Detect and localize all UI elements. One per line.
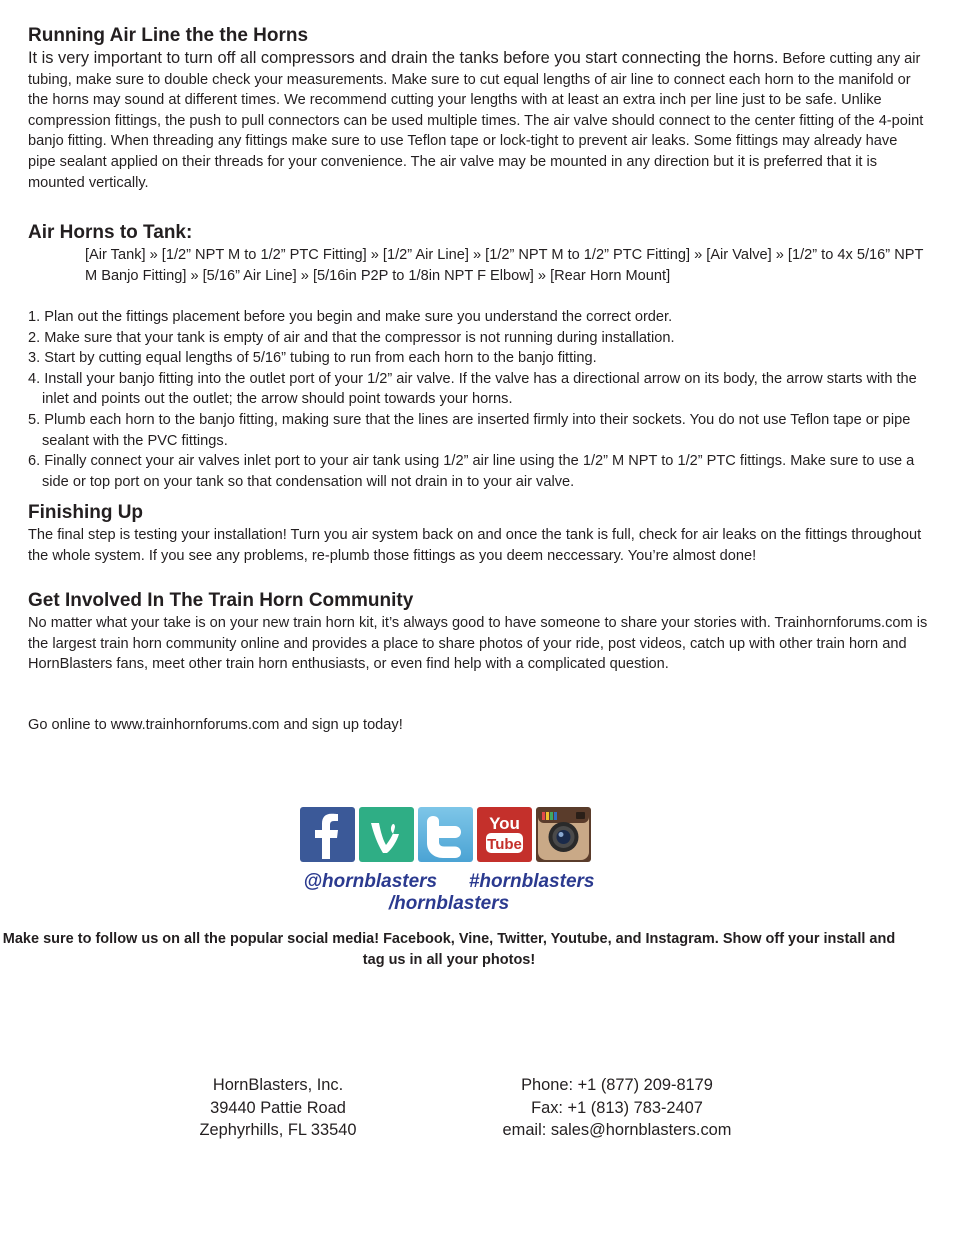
forum-cta: Go online to www.trainhornforums.com and sign up today! [28, 717, 403, 733]
facebook-icon[interactable] [300, 807, 355, 862]
handles-line-2 [0, 893, 898, 915]
list-item: 5. Plumb each horn to the banjo fitting, making sure that the lines are inserted firmly into their sockets. You do not use Teflon tape or pipe sealant with the PVC fittings. [28, 411, 911, 449]
youtube-icon[interactable] [477, 807, 532, 862]
section-body [28, 48, 928, 193]
email-address[interactable]: email: sales@hornblasters.com [502, 1121, 732, 1139]
twitter-icon[interactable] [418, 807, 473, 862]
section-finishing-up [28, 501, 928, 566]
city-state-zip: Zephyrhills, FL 33540 [199, 1121, 357, 1139]
instagram-icon[interactable] [536, 807, 591, 862]
handle-slash[interactable]: /hornblasters [388, 893, 510, 914]
section-air-horns-to-tank [28, 221, 928, 286]
section-heading: Running Air Line the the Horns [28, 25, 309, 46]
company-address [178, 1074, 378, 1142]
youtube-logo-text-tube: Tube [487, 836, 522, 853]
section-running-air-line [28, 24, 928, 193]
list-item: 2. Make sure that your tank is empty of air and that the compressor is not running during installation. [28, 329, 675, 346]
handle-at[interactable]: @hornblasters [303, 871, 438, 892]
youtube-logo-text-you: You [489, 814, 520, 833]
phone-number: Phone: +1 (877) 209-8179 [521, 1076, 713, 1094]
follow-message: Make sure to follow us on all the popular social media! Facebook, Vine, Twitter, Youtube, and Instagram. Show off your install and tag us in all your photos! [2, 931, 896, 968]
body-text: Before cutting any air tubing, make sure to double check your measurements. Make sure to cut equal lengths of air line to connect each horn to the manifold or the horns may sound at different times. We recommend cutting your lengths with at least an extra inch per line just to be safe. Unlike compression fittings, the push to pull connectors can be used multiple times. The air valve should connect to the center fitting of the 4-point banjo fitting. When threading any fittings make sure to use Teflon tape or lock-tight to prevent air leaks. Some fittings may already have pipe sealant applied on their threads for your convenience. The air valve may be mounted in any direction but it is preferred that it is mounted vertically. [28, 51, 924, 191]
vine-icon[interactable] [359, 807, 414, 862]
street-address: 39440 Pattie Road [210, 1098, 346, 1117]
social-handles [0, 871, 898, 915]
handles-line-1 [0, 871, 898, 893]
list-item: 4. Install your banjo fitting into the outlet port of your 1/2” air valve. If the valve has a directional arrow on its body, the arrow starts with the inlet and points out the outlet; the arrow should point towards your horns. [28, 370, 917, 408]
section-heading: Get Involved In The Train Horn Community [28, 590, 414, 611]
fitting-chain: [Air Tank] » [1/2” NPT M to 1/2” PTC Fitting] » [1/2” Air Line] » [1/2” NPT M to 1/2” PTC Fitting] » [Air Valve] » [1/2” to 4x 5/16” NPT M Banjo Fitting] » [5/16” Air Line] » [5/16in P2P to 1/8in NPT F Elbow] » [Rear Horn Mount] [85, 247, 924, 284]
list-item: 1. Plan out the fittings placement before you begin and make sure you understand the correct order. [28, 309, 673, 325]
section-body: No matter what your take is on your new train horn kit, it’s always good to have someone to share your stories with. Trainhornforums.com is the largest train horn community online and provides a place to share photos of your ride, post videos, catch up with other train horn and HornBlasters fans, meet other train horn enthusiasts, or even find help with a complicated question. [28, 615, 928, 673]
fax-number: Fax: +1 (813) 783-2407 [531, 1098, 703, 1117]
company-name: HornBlasters, Inc. [212, 1076, 344, 1094]
list-item: 3. Start by cutting equal lengths of 5/16” tubing to run from each horn to the banjo fitting. [28, 350, 597, 367]
list-item: 6. Finally connect your air valves inlet port to your air tank using 1/2” air line using the 1/2” M NPT to 1/2” PTC fittings. Make sure to use a side or top port on your tank so that condensation will not drain in to your air valve. [28, 453, 915, 490]
company-contact [477, 1074, 757, 1142]
section-body: The final step is testing your installation! Turn you air system back on and once the tank is full, check for air leaks on the fittings throughout the whole system. If you see any problems, re-plumb those fittings as you deem neccessary. You’re almost done! [28, 527, 922, 564]
lead-sentence: It is very important to turn off all compressors and drain the tanks before you start connecting the horns. [28, 49, 779, 67]
handle-hash[interactable]: #hornblasters [468, 871, 595, 892]
section-heading: Air Horns to Tank: [28, 222, 193, 243]
install-steps-list [28, 307, 928, 492]
section-community [28, 589, 928, 675]
section-heading: Finishing Up [28, 502, 144, 523]
social-icons [300, 807, 591, 862]
